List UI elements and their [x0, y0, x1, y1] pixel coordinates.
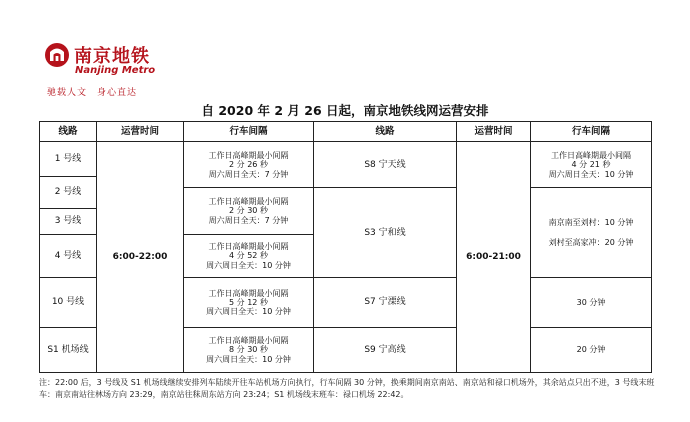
header-line: 线路 — [314, 122, 457, 142]
interval-line-s3: 南京南至刘村：10 分钟 刘村至高家冲：20 分钟 — [531, 188, 652, 278]
interval-line-s1: 工作日高峰期最小间隔 8 分 30 秒 周六周日全天：10 分钟 — [184, 327, 314, 372]
page-title: 自 2020 年 2 月 26 日起，南京地铁线网运营安排 — [201, 103, 489, 118]
header-hours: 运营时间 — [457, 122, 531, 142]
line-2: 2 号线 — [40, 177, 97, 209]
left-hours: 6:00-22:00 — [97, 142, 184, 373]
nanjing-metro-logo — [44, 40, 194, 102]
interval-line-10: 工作日高峰期最小间隔 5 分 12 秒 周六周日全天：10 分钟 — [184, 278, 314, 328]
logo-name-en: Nanjing Metro — [75, 65, 156, 76]
header-interval: 行车间隔 — [531, 122, 652, 142]
interval-line-s7: 30 分钟 — [531, 278, 652, 328]
interval-line-s8: 工作日高峰期最小间隔 4 分 21 秒 周六周日全天：10 分钟 — [531, 142, 652, 188]
line-4: 4 号线 — [40, 234, 97, 278]
header-line: 线路 — [40, 122, 97, 142]
line-3: 3 号线 — [40, 208, 97, 234]
line-10: 10 号线 — [40, 278, 97, 328]
operation-schedule-table — [39, 121, 652, 373]
line-1: 1 号线 — [40, 142, 97, 177]
line-s7: S7 宁溧线 — [314, 278, 457, 328]
table-header-row — [40, 122, 652, 142]
logo-slogan: 驰载人文 身心直达 — [47, 88, 138, 98]
interval-line-s9: 20 分钟 — [531, 327, 652, 372]
line-s3: S3 宁和线 — [314, 188, 457, 278]
right-hours: 6:00-21:00 — [457, 142, 531, 373]
line-s8: S8 宁天线 — [314, 142, 457, 188]
line-s9: S9 宁高线 — [314, 327, 457, 372]
footnote: 注：22:00 后，3 号线及 S1 机场线继续安排列车陆续开往车站机场方向执行，行车间隔 30 分钟，换乘期间南京南站、南京站和禄口机场外，其余站点只出不进，3 号线末班车：南京南站往林场方向 23:29，南京站往秣周东站方向 23:24；S1 机场线末班车：禄口机场 22:42。 — [39, 378, 655, 399]
interval-line-2-3: 工作日高峰期最小间隔 2 分 30 秒 周六周日全天：7 分钟 — [184, 188, 314, 234]
logo-name-cn: 南京地铁 — [74, 46, 150, 67]
metro-emblem-icon — [44, 42, 70, 68]
interval-line-1: 工作日高峰期最小间隔 2 分 26 秒 周六周日全天：7 分钟 — [184, 142, 314, 188]
header-interval: 行车间隔 — [184, 122, 314, 142]
interval-line-4: 工作日高峰期最小间隔 4 分 52 秒 周六周日全天：10 分钟 — [184, 234, 314, 278]
table-row — [40, 142, 652, 177]
header-hours: 运营时间 — [97, 122, 184, 142]
line-s1: S1 机场线 — [40, 327, 97, 372]
